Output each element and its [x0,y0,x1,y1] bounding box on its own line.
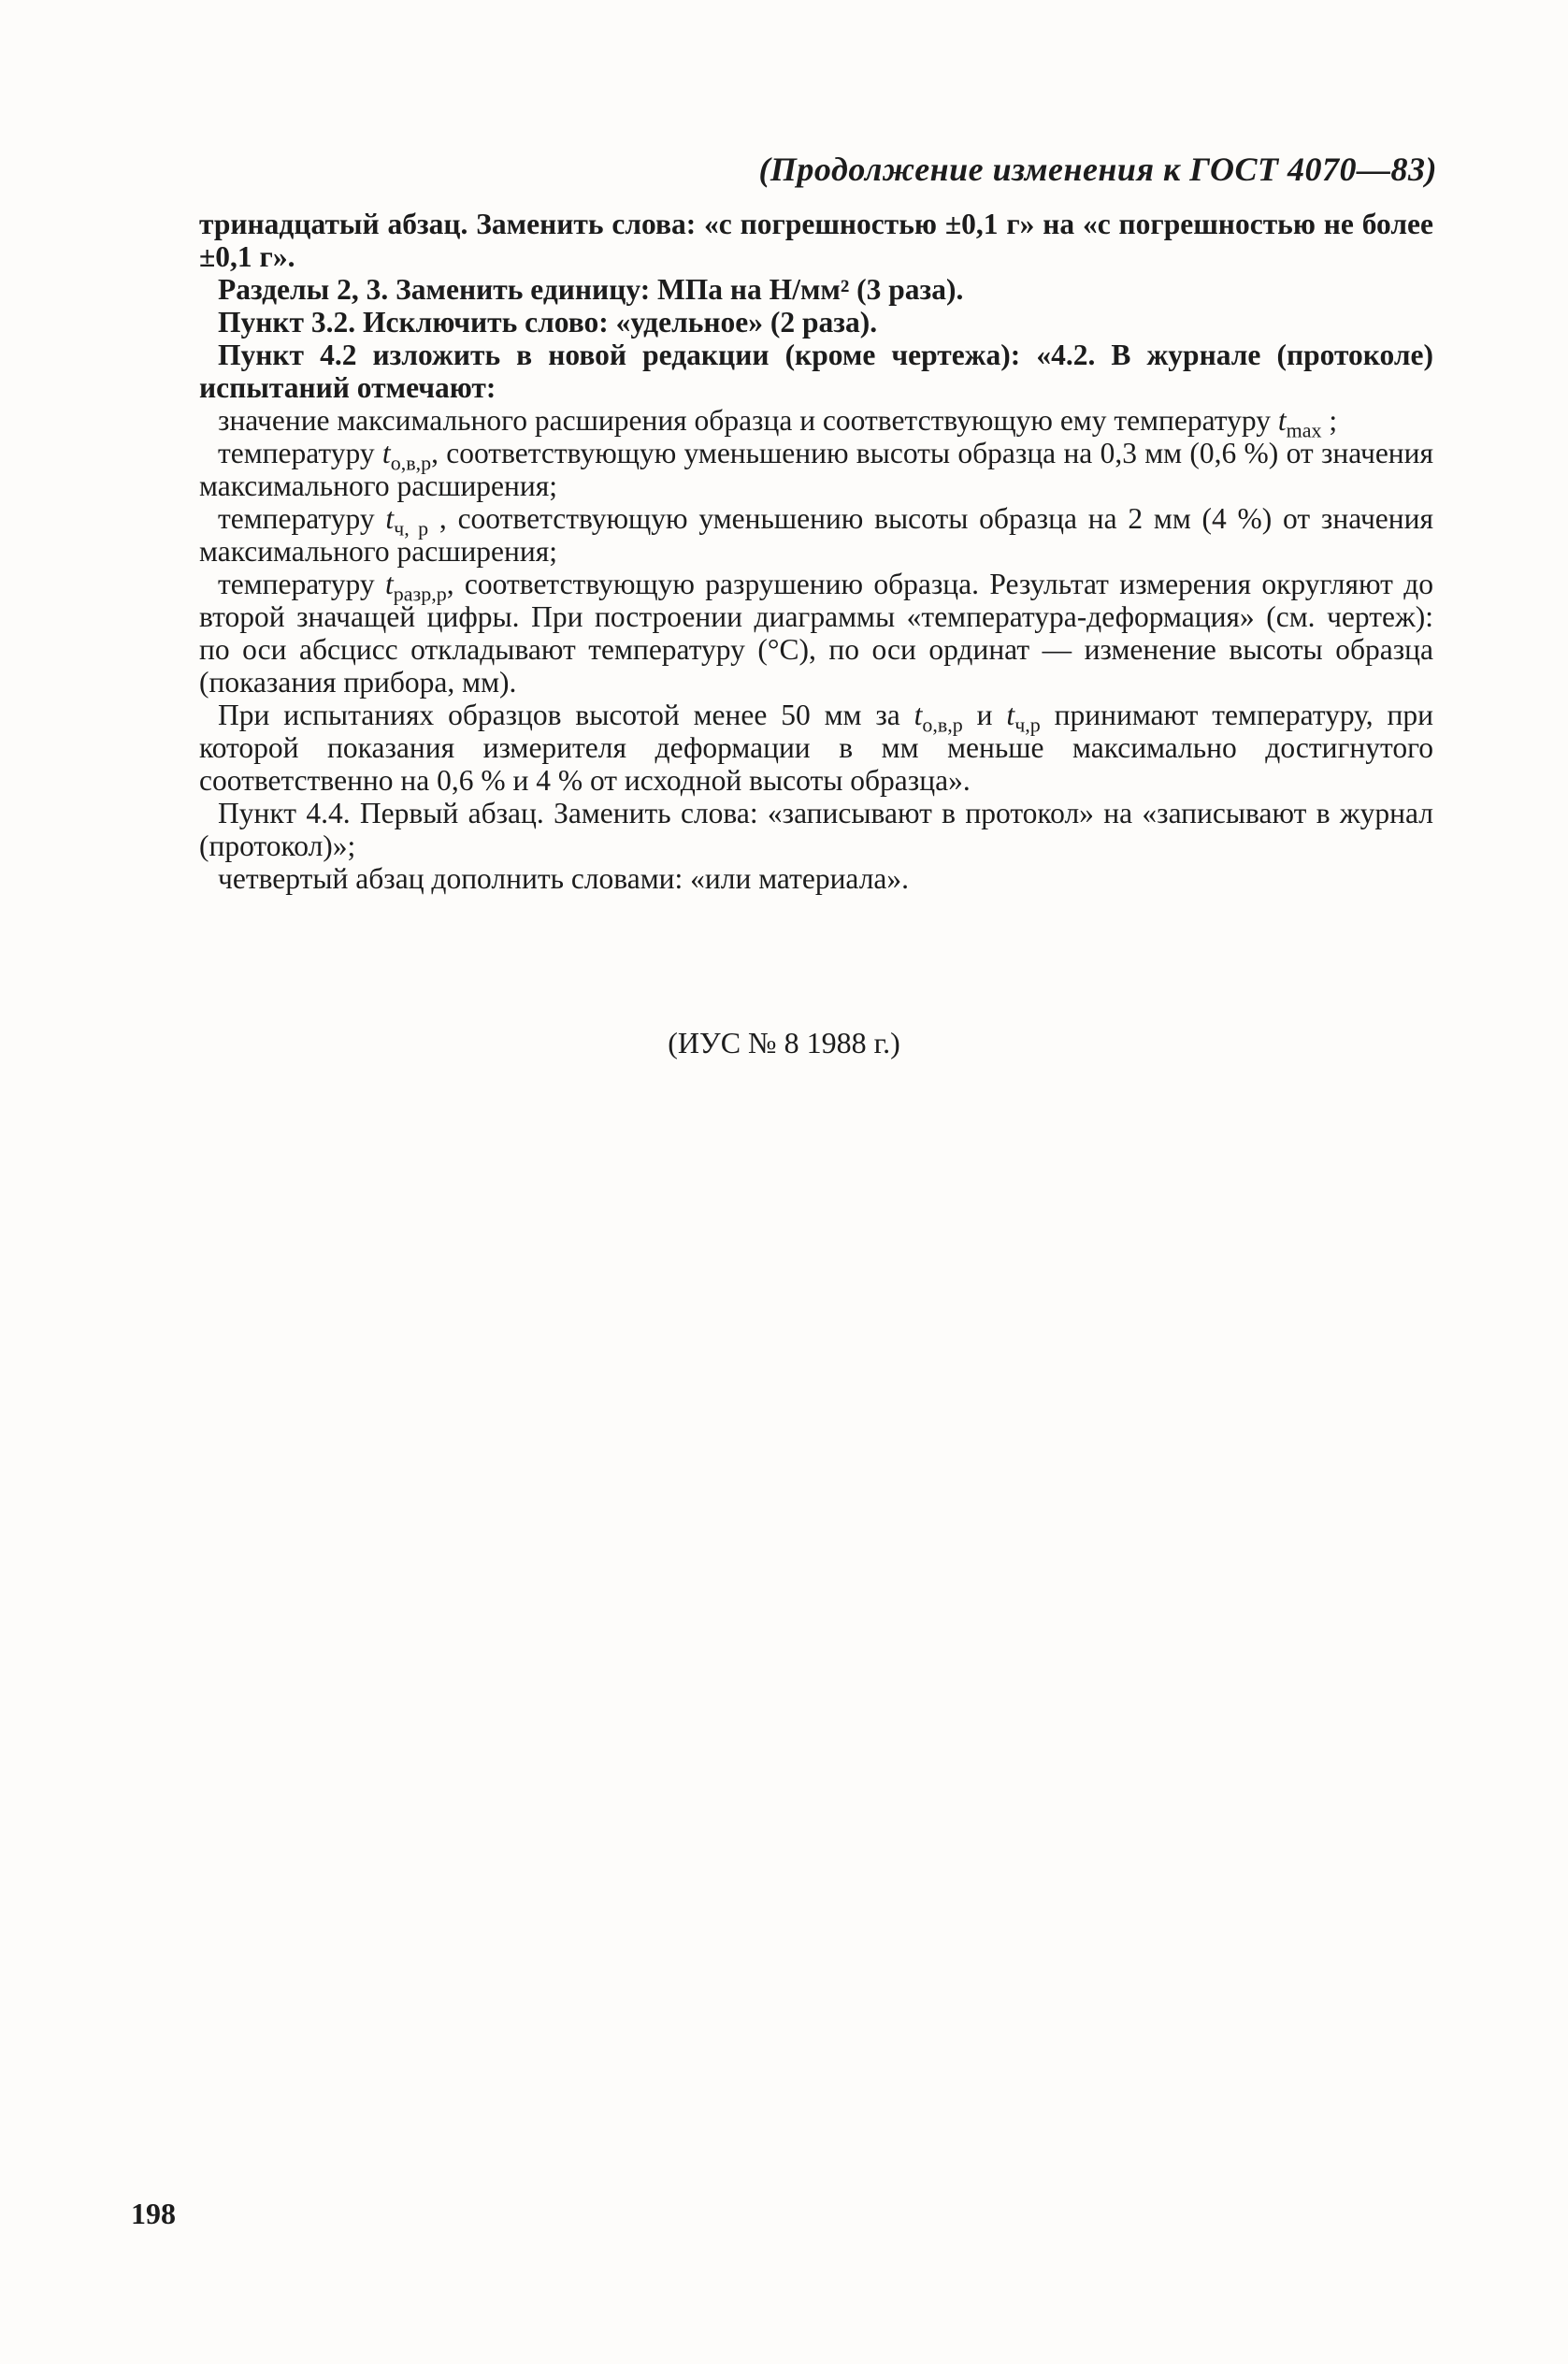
paragraph-text: , соответствующую разрушению образца. Результат измерения округляют до второй значащей цифры. При построении диаграммы «температура-деформация» (см. чертеж): по оси абсцисс откладывают температуру (°С), по оси ординат — изменение высоты образца (показания прибора, мм). [199,568,1433,699]
variable-subscript: разр,р [393,582,447,606]
paragraph-text: принимают температуру, при которой показания измерителя деформации в мм меньше максимально достигнутого соответственно на 0,6 % и 4 % от исходной высоты образца». [199,699,1433,797]
variable: t [384,568,394,600]
variable-subscript: ч,р [1014,713,1041,737]
paragraph [199,502,1433,568]
paragraph-text: , соответствующую уменьшению высоты образца на 0,3 мм (0,6 %) от значения максимального расширения; [199,437,1434,502]
paragraph [199,306,1433,339]
paragraph-text: ; [1321,404,1338,437]
paragraph-text: значение максимального расширения образца и соответствующую ему температуру [218,404,1278,437]
paragraph-text: При испытаниях образцов высотой менее 50 мм за [218,699,914,731]
paragraph [199,862,1433,895]
variable: t [1277,404,1287,437]
paragraph [199,699,1433,797]
paragraph-text: температуру [218,437,382,469]
variable: t [913,699,923,731]
variable: t [1006,699,1015,731]
paragraph-text: температуру [218,502,386,535]
page-number: 198 [131,2197,176,2230]
paragraph-text: температуру [218,568,385,600]
variable-subscript: о,в,р [390,451,432,475]
paragraph [199,404,1433,442]
paragraph-text: четвертый абзац дополнить словами: «или материала». [218,862,910,895]
paragraph [199,568,1433,699]
variable: t [381,437,391,469]
paragraph-text: Пункт 3.2. Исключить слово: «удельное» (2 раза). [218,306,878,339]
paragraph [199,339,1433,404]
paragraph-text: Пункт 4.4. Первый абзац. Заменить слова: «записывают в протокол» на «записывают в журнал (протокол)»; [199,797,1433,862]
paragraph [199,437,1433,502]
paragraph [199,797,1433,862]
paragraph [199,208,1433,273]
source-reference: (ИУС № 8 1988 г.) [668,1026,900,1059]
variable-subscript: ч, р [394,516,429,541]
paragraph-text: и [962,699,1007,731]
document-body [199,208,1433,895]
paragraph-text: Разделы 2, 3. Заменить единицу: МПа на Н/мм² (3 раза). [218,273,964,306]
paragraph-text: , соответствующую уменьшению высоты образца на 2 мм (4 %) от значения максимального расширения; [199,502,1433,568]
paragraph-text: Пункт 4.2 изложить в новой редакции (кроме чертежа): «4.2. В журнале (протоколе) испытаний отмечают: [199,339,1433,404]
variable-subscript: о,в,р [922,713,963,737]
paragraph [199,273,1433,306]
variable-subscript: max [1286,418,1322,442]
variable: t [385,502,395,535]
paragraph-text: тринадцатый абзац. Заменить слова: «с погрешностью ±0,1 г» на «с погрешностью не более ±0,1 г». [199,208,1433,273]
page-header: (Продолжение изменения к ГОСТ 4070—83) [758,151,1437,188]
